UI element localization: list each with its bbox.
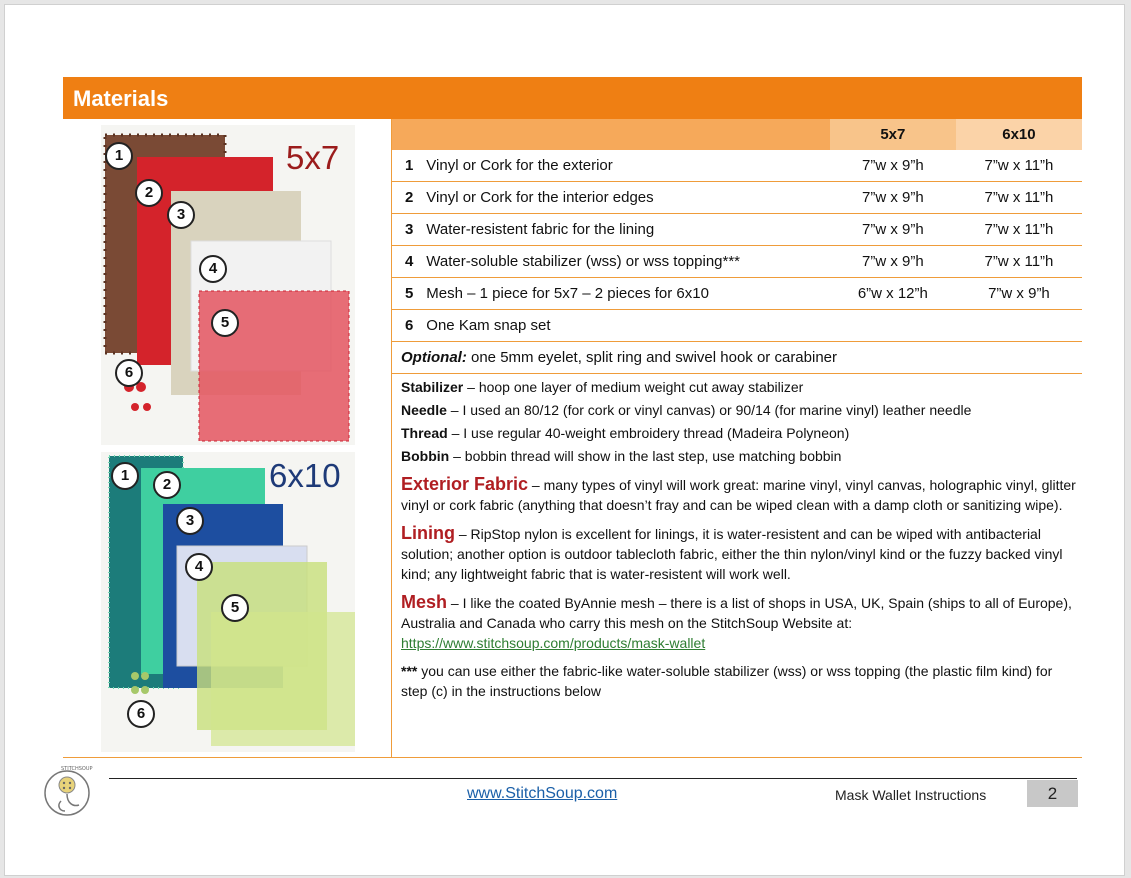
note-heading: Lining [401,523,455,543]
row-size-5x7: 7”w x 9”h [830,246,956,278]
badge-3: 3 [167,201,195,229]
logo-icon [43,761,109,821]
note-bobbin [401,446,1076,466]
col-header-5x7: 5x7 [830,119,956,150]
footer-divider [109,778,1077,779]
row-size-5x7: 6”w x 12”h [830,278,956,310]
note-needle [401,400,1076,420]
header-blank [392,119,830,150]
table-header-row [392,119,1082,150]
note-text: – many types of vinyl will work great: marine vinyl, vinyl canvas, holographic vinyl, glitter vinyl or cork fabric (anything that doesn’t fray and can be wiped clean with a damp cloth or sanitizing wipe). [401,477,1076,513]
col-header-6x10: 6x10 [956,119,1082,150]
table-row [392,150,1082,182]
note-footnote [401,661,1076,701]
size-label-6x10: 6x10 [269,457,341,494]
badge-2: 2 [153,471,181,499]
note-thread [401,423,1076,443]
row-num: 2 [392,182,426,214]
badge-4: 4 [185,553,213,581]
row-desc: Mesh – 1 piece for 5x7 – 2 pieces for 6x10 [426,278,830,310]
materials-photos [63,119,392,758]
badge-5: 5 [221,594,249,622]
content-divider [63,757,1082,758]
document-title: Mask Wallet Instructions [835,787,987,803]
row-desc: One Kam snap set [426,310,830,342]
note-text: – bobbin thread will show in the last step, use matching bobbin [449,448,842,464]
photo-6x10 [101,452,355,752]
row-size-6x10: 7”w x 11”h [956,214,1082,246]
note-label: Needle [401,402,447,418]
badge-1: 1 [105,142,133,170]
notes [401,377,1076,704]
row-size-5x7: 7”w x 9”h [830,214,956,246]
row-size-6x10: 7”w x 11”h [956,246,1082,278]
row-num: 4 [392,246,426,278]
note-text: – hoop one layer of medium weight cut away stabilizer [463,379,804,395]
note-text: – I used an 80/12 (for cork or vinyl canvas) or 90/14 (for marine vinyl) leather needle [446,402,972,418]
row-num: 6 [392,310,426,342]
row-size-5x7 [830,310,956,342]
badge-1: 1 [111,462,139,490]
row-num: 5 [392,278,426,310]
note-text: you can use either the fabric-like water-soluble stabilizer (wss) or wss topping (the plastic film kind) for step (c) in the instructions below [401,663,1053,699]
table-row [392,214,1082,246]
note-heading: Mesh [401,592,448,612]
badge-6: 6 [115,359,143,387]
badge-5: 5 [211,309,239,337]
note-stabilizer [401,377,1076,397]
note-label: Thread [401,425,448,441]
row-size-6x10 [956,310,1082,342]
badge-4: 4 [199,255,227,283]
photo-5x7 [101,125,355,445]
note-label: Stabilizer [401,379,464,395]
materials-details [392,119,1082,699]
row-num: 3 [392,214,426,246]
optional-text: one 5mm eyelet, split ring and swivel hook or carabiner [466,349,838,366]
section-title: Materials [73,86,169,111]
footnote-marker: *** [401,663,418,679]
row-size-6x10: 7”w x 11”h [956,150,1082,182]
table-row [392,246,1082,278]
table-row [392,278,1082,310]
row-size-6x10: 7”w x 9”h [956,278,1082,310]
note-text: – I use regular 40-weight embroidery thread (Madeira Polyneon) [447,425,850,441]
row-desc: Water-soluble stabilizer (wss) or wss topping*** [426,246,830,278]
row-desc: Vinyl or Cork for the interior edges [426,182,830,214]
section-header [63,77,1082,119]
badge-6: 6 [127,700,155,728]
badge-3: 3 [176,507,204,535]
row-size-6x10: 7”w x 11”h [956,182,1082,214]
badge-2: 2 [135,179,163,207]
table-row [392,310,1082,342]
note-mesh [401,592,1076,653]
note-text: – RipStop nylon is excellent for linings, it is water-resistent and can be wiped with antibacterial solution; another option is outdoor tablecloth fabric, either the thin nylon/vinyl kind or the fuzzy backed vinyl kind; any lightweight fabric that is water-resistent will work well. [401,526,1063,582]
optional-cell [392,342,1082,374]
table-row [392,182,1082,214]
note-exterior [401,474,1076,515]
note-label: Bobbin [401,448,450,464]
row-desc: Water-resistent fabric for the lining [426,214,830,246]
row-num: 1 [392,150,426,182]
row-size-5x7: 7”w x 9”h [830,150,956,182]
materials-table [392,119,1082,374]
optional-row [392,342,1082,374]
mesh-link[interactable]: https://www.stitchsoup.com/products/mask-wallet [401,635,706,651]
note-text: – I like the coated ByAnnie mesh – there is a list of shops in USA, UK, Spain (ships to all of Europe), Australia and Canada who carry this mesh on the StitchSoup Website at: [401,595,1072,631]
size-label-5x7: 5x7 [286,139,340,176]
row-size-5x7: 7”w x 9”h [830,182,956,214]
website-link[interactable]: www.StitchSoup.com [467,785,618,802]
stitchsoup-logo [43,761,109,821]
logo-text: STITCHSOUP [61,766,93,772]
page [4,4,1125,876]
note-heading: Exterior Fabric [401,474,529,494]
row-desc: Vinyl or Cork for the exterior [426,150,830,182]
note-lining [401,523,1076,584]
optional-label: Optional: [401,349,467,366]
page-number: 2 [1027,780,1078,807]
